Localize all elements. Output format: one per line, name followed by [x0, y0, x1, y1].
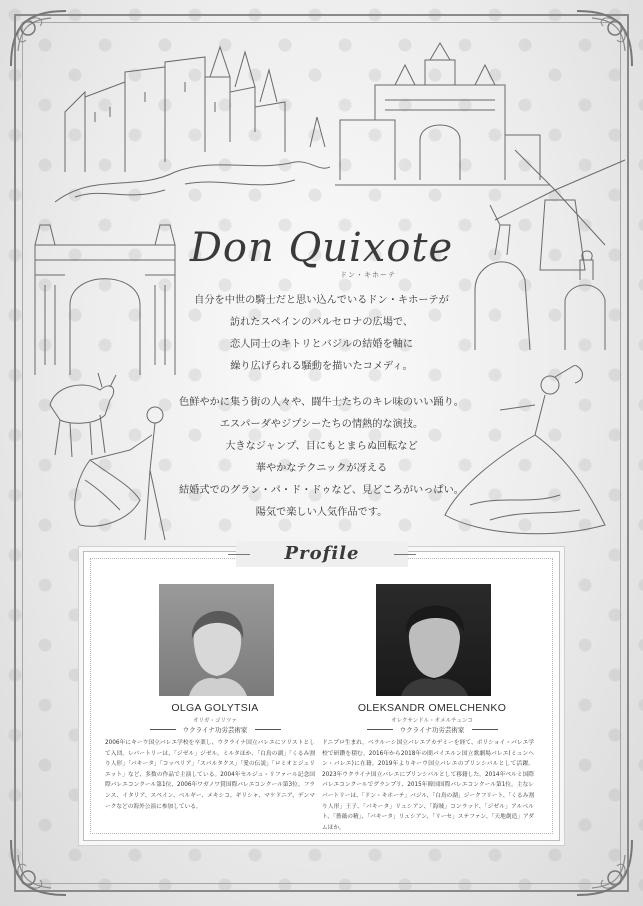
intro-line: 自分を中世の騎士だと思い込んでいるドン・キホーテが	[194, 295, 449, 306]
dancer-bio: 2006年にキーウ国立バレエ学校を卒業し、ウクライナ国立バレエにソリストとして入団。レパートリーは、「ジゼル」ジゼル、ミルタほか、「白鳥の湖」「くるみ割り人形」「パキータ」「コッペリア」「スパルタクス」「愛の伝説」「ロミオとジュリエット」など、多数の作品で主演している。2004年セルジュ・リファール記念国際バレエコンクール第1位、2006年ワガノワ賞国際バレエコンクール第3位。フランス、イタリア、スペイン、ベルギー、メキシコ、ギリシャ、マケドニア、デンマークなどの海外公演に参加している。	[105, 740, 315, 810]
title-kana: ドン・キホーテ	[340, 271, 396, 279]
intro-line: 繰り広げられる騒動を描いたコメディ。	[230, 361, 413, 372]
intro-line: 色鮮やかに集う街の人々や、闘牛士たちのキレ味のいい踊り。	[179, 397, 464, 408]
corner-ornament-icon	[567, 6, 637, 76]
dancer-role: ウクライナ功労芸術家	[399, 726, 465, 734]
intro-line: 訪れたスペインのバルセロナの広場で、	[229, 317, 414, 328]
page-title: Don Quixote	[189, 225, 454, 271]
corner-ornament-icon	[6, 830, 76, 900]
dancer-role: ウクライナ功労芸術家	[182, 726, 248, 734]
intro-text	[150, 290, 493, 524]
dancer-name: OLEKSANDR OMELCHENKO	[357, 702, 507, 714]
portrait-woman-icon	[159, 584, 274, 696]
castle-sketch-icon	[55, 22, 330, 212]
intro-line: 陽気で楽しい人気作品です。	[255, 507, 388, 518]
dancer-name-kana: オレクサンドル・オメルチェンコ	[391, 718, 473, 724]
intro-line: エスパーダやジプシーたちの情熱的な演技。	[219, 419, 424, 430]
dancer-photo-olga	[159, 584, 274, 696]
intro-line: 結婚式でのグラン・パ・ド・ドゥなど、見どころがいっぱい。	[179, 485, 464, 496]
dancer-name-kana: オリガ・ゴリツァ	[193, 718, 237, 724]
intro-line: 大きなジャンプ、目にもとまらぬ回転など	[225, 441, 418, 452]
dancer-name: OLGA GOLYTSIA	[171, 702, 259, 714]
role-divider	[472, 729, 498, 730]
intro-line: 華やかなテクニックが冴える	[255, 463, 388, 474]
profile-heading: Profile	[236, 541, 408, 567]
dancer-photo-oleksandr	[376, 584, 491, 696]
dancer-bio: ドニプロ生まれ。ベラルーシ国立バレエアカデミーを経て、ボリショイ・バレエ学校で研鑽を積む。2016年から2018年の間バイエルン国立歌劇場バレエ(ミュンヘン・バレエ)に在籍。2019年よりキーウ国立バレエのプリンシパルとして活躍。2023年ウクライナ国立バレエにプリンシパルとして移籍した。2014年ペルミ国際バレエコンクールでグランプリ、2015年韓国国際バレエコンクール第1位。主なレパートリーは、「ドン・キホーテ」バジル、「白鳥の湖」ジークフリート、「くるみ割り人形」王子、「パキータ」リュシアン、「海賊」コンラッド、「ジゼル」アルベルト、「薔薇の精」、「パキータ」リュシアン、「リーセ」ステファン、「天地創造」アダムほか。	[322, 740, 534, 831]
intro-line: 恋人同士のキトリとバジルの結婚を軸に	[229, 339, 414, 350]
corner-ornament-icon	[567, 830, 637, 900]
role-divider	[255, 729, 281, 730]
portrait-man-icon	[376, 584, 491, 696]
